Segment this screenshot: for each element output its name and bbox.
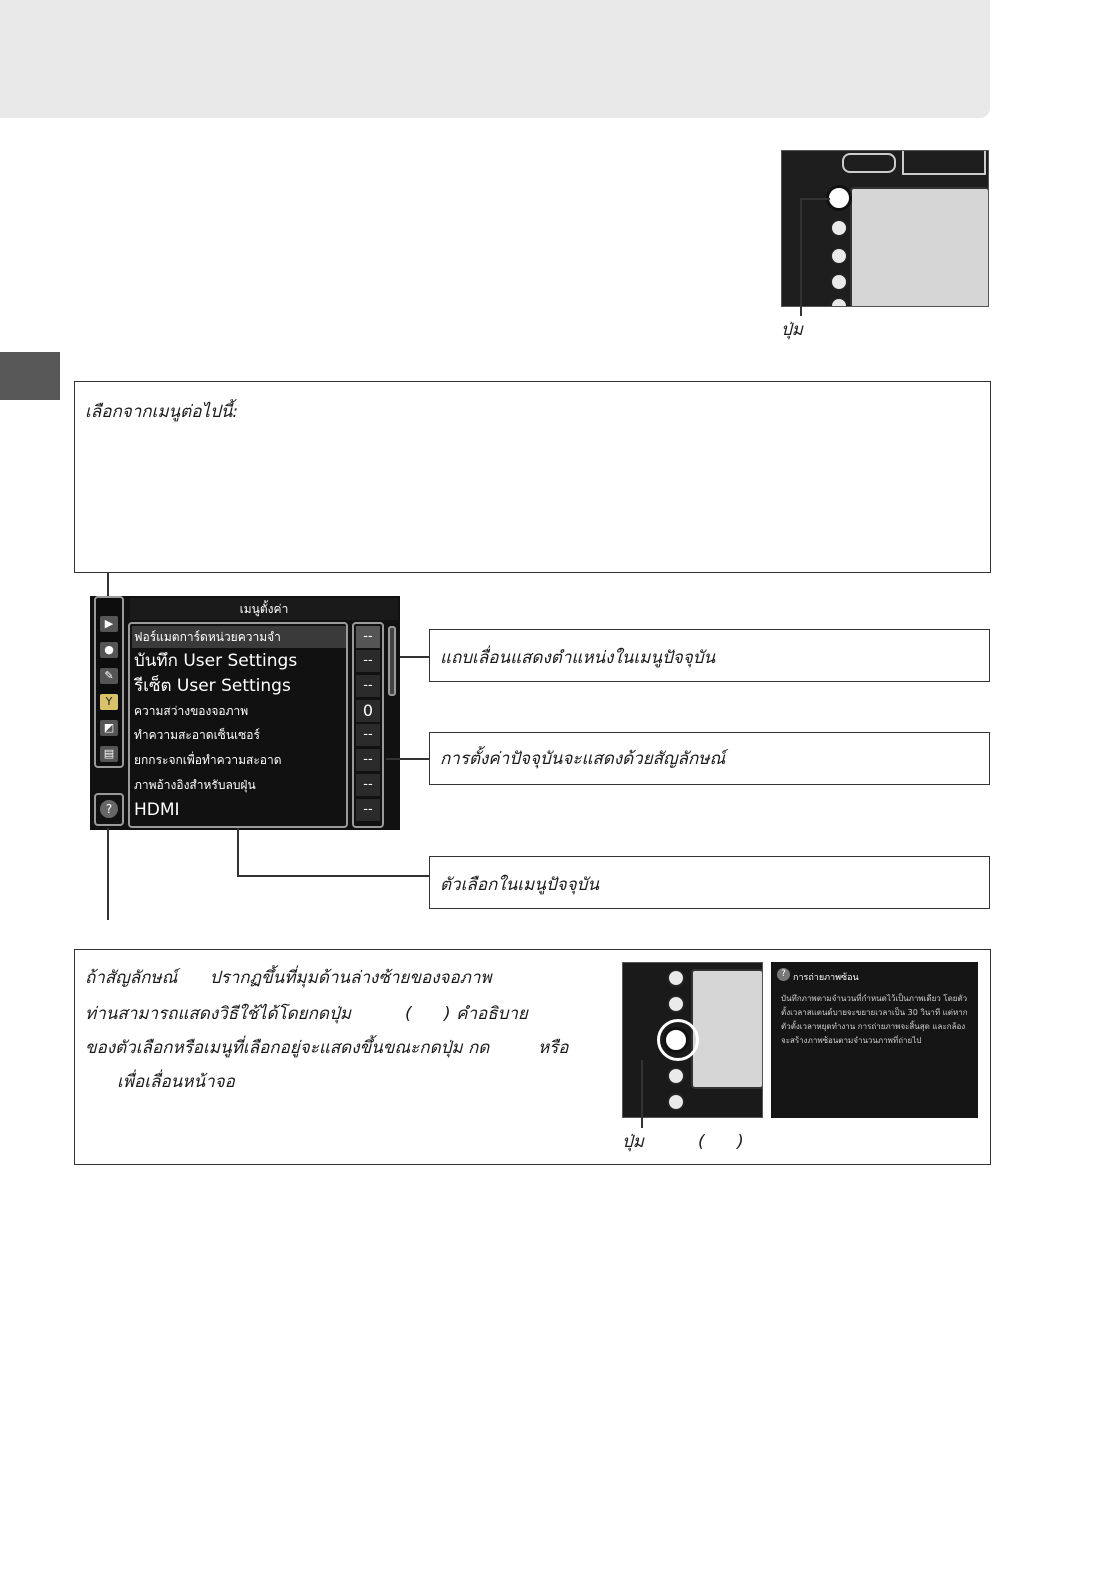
menu-value: -- (356, 799, 380, 821)
current-setting-callout: การตั้งค่าปัจจุบันจะแสดงด้วยสัญลักษณ์ (429, 732, 990, 785)
setup-menu-screen (90, 596, 400, 830)
help-icon: ? (777, 968, 790, 981)
menu-tab-icons (94, 596, 124, 768)
chapter-tab (0, 352, 60, 400)
menu-button-caption: ปุ่ม (781, 320, 803, 340)
help-indicator (94, 793, 124, 826)
menu-value: -- (356, 650, 380, 672)
menu-item[interactable]: HDMI (134, 800, 180, 820)
menu-values (352, 622, 384, 828)
help-button-caption: ปุ่ม ( ) (622, 1132, 744, 1152)
help-display-screen (771, 962, 978, 1118)
menu-item[interactable]: ภาพอ้างอิงสำหรับลบฝุ่น (134, 778, 256, 792)
recent-settings-icon[interactable]: ▤ (100, 746, 118, 762)
intro-text: เลือกจากเมนูต่อไปนี้: (85, 402, 239, 422)
menu-title: เมนูตั้งค่า (130, 598, 398, 620)
wrench-icon[interactable]: Y (100, 694, 118, 710)
intro-box (74, 381, 991, 573)
help-line-3: ของตัวเลือกหรือเมนูที่เลือกอยู่จะแสดงขึ้นขณะกดปุ่ม กด หรือ (85, 1038, 569, 1058)
menu-value: -- (356, 675, 380, 697)
current-options-callout: ตัวเลือกในเมนูปัจจุบัน (429, 856, 990, 909)
pencil-icon[interactable]: ✎ (100, 668, 118, 684)
menu-value: -- (356, 774, 380, 796)
help-icon: ? (100, 800, 118, 818)
help-screen-body: บันทึกภาพตามจำนวนที่กำหนดไว้เป็นภาพเดียว โดยตัวตั้งเวลาสแตนด์บายจะขยายเวลาเป็น 30 วินาที แต่หากตัวตั้งเวลาหยุดทำงาน การถ่ายภาพจะสิ้นสุด และกล้องจะสร้างภาพซ้อนตามจำนวนภาพที่ถ่ายไป (781, 994, 968, 1045)
help-line-1: ถ้าสัญลักษณ์ ปรากฏขึ้นที่มุมด้านล่างซ้ายของจอภาพ (85, 968, 492, 988)
help-line-2: ท่านสามารถแสดงวิธีใช้ได้โดยกดปุ่ม ( ) คำอธิบาย (85, 1004, 528, 1024)
camera-back-illustration (781, 150, 989, 307)
scrollbar-callout: แถบเลื่อนแสดงตำแหน่งในเมนูปัจจุบัน (429, 629, 990, 682)
help-screen-title: การถ่ายภาพซ้อน (793, 973, 859, 983)
menu-item[interactable]: ฟอร์แมตการ์ดหน่วยความจำ (132, 626, 346, 648)
retouch-icon[interactable]: ◩ (100, 720, 118, 736)
menu-item[interactable]: รีเซ็ต User Settings (134, 676, 291, 696)
camera-icon[interactable]: ● (100, 642, 118, 658)
menu-value: -- (356, 724, 380, 746)
menu-item[interactable]: บันทึก User Settings (134, 651, 298, 671)
menu-item[interactable]: ยกกระจกเพื่อทำความสะอาด (134, 753, 282, 767)
menu-item[interactable]: ทำความสะอาดเซ็นเซอร์ (134, 728, 260, 742)
playback-icon[interactable]: ▶ (100, 616, 118, 632)
menu-value: -- (356, 749, 380, 771)
menu-options (128, 622, 348, 828)
camera-help-button-illustration (622, 962, 763, 1118)
menu-value: 0 (356, 700, 380, 722)
menu-scrollbar[interactable] (388, 626, 396, 696)
menu-value: -- (356, 626, 380, 648)
menu-item[interactable]: ความสว่างของจอภาพ (134, 704, 249, 718)
help-line-4: เพื่อเลื่อนหน้าจอ (117, 1072, 235, 1092)
header-band (0, 0, 990, 118)
